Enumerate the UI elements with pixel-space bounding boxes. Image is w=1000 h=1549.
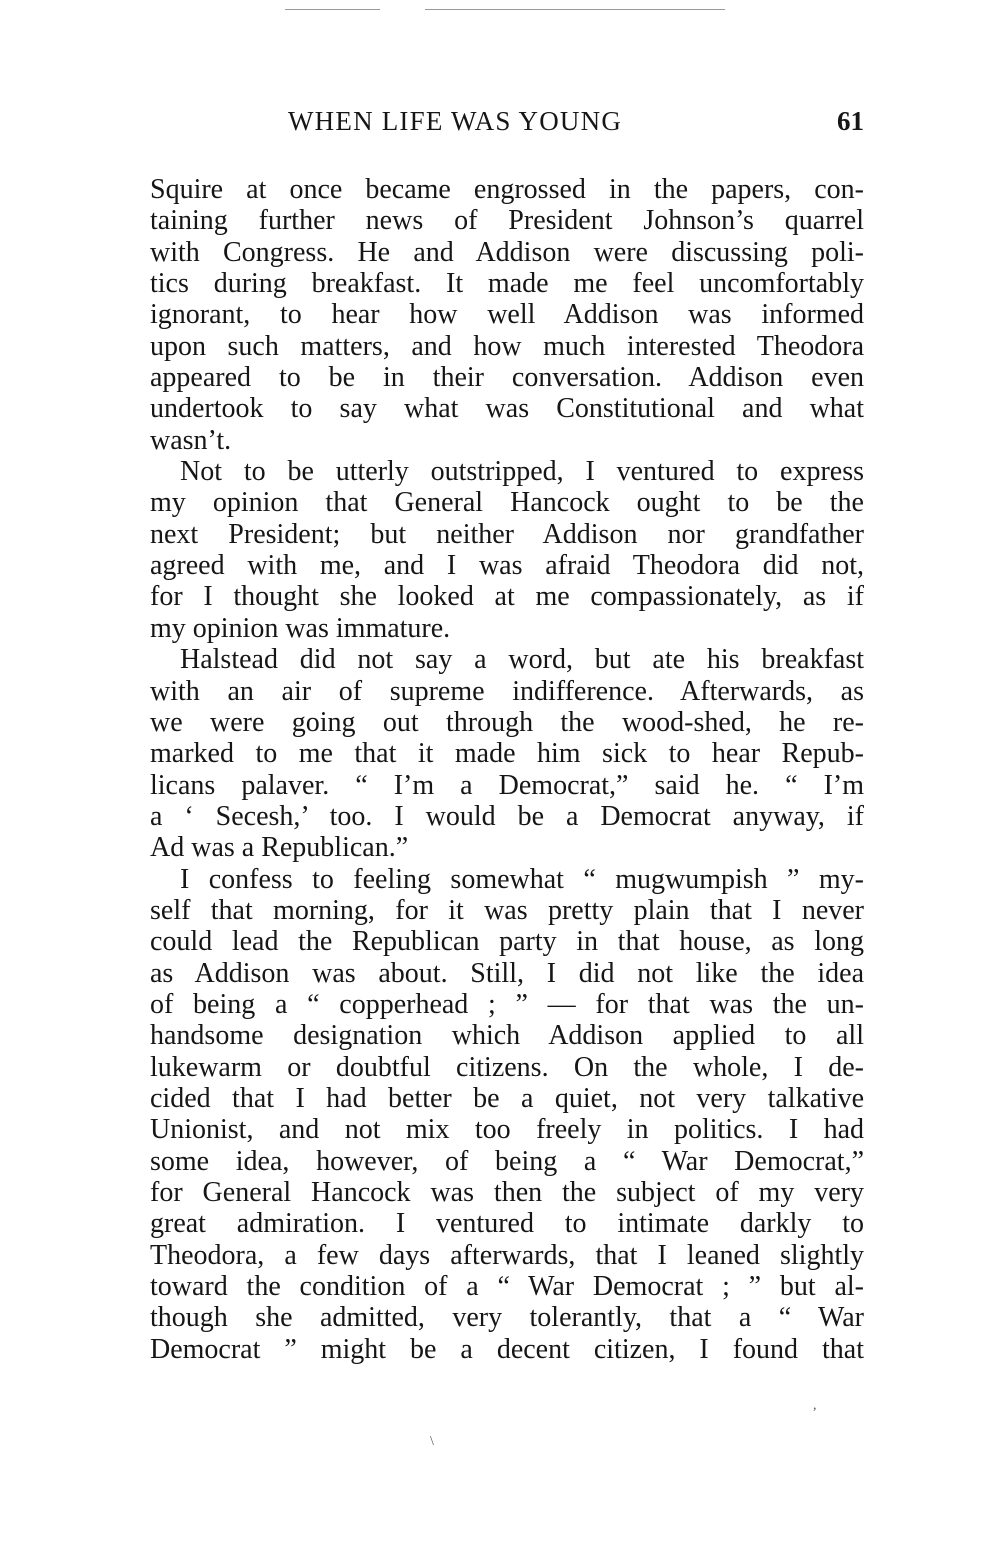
text-line: taining further news of President Johnson’s quarrel: [150, 205, 864, 237]
text-line: we were going out through the wood-shed, he re-: [150, 706, 864, 738]
text-line: marked to me that it made him sick to hear Repub-: [150, 738, 864, 770]
text-line: my opinion was immature.: [150, 612, 451, 644]
text-line: Squire at once became engrossed in the papers, con-: [150, 174, 864, 205]
text-line: Ad was a Republican.”: [150, 832, 409, 864]
text-line: handsome designation which Addison applied to all: [150, 1020, 864, 1052]
text-line: could lead the Republican party in that house, as long: [150, 926, 864, 958]
text-line: toward the condition of a “ War Democrat ; ” but al-: [150, 1271, 864, 1303]
text-line: licans palaver. “ I’m a Democrat,” said he. “ I’m: [150, 769, 864, 801]
text-line: a ‘ Secesh,’ too. I would be a Democrat anyway, if: [150, 800, 864, 832]
text-line: cided that I had better be a quiet, not very talkative: [150, 1082, 864, 1114]
text-line: though she admitted, very tolerantly, that a “ War: [150, 1302, 864, 1334]
text-line: undertook to say what was Constitutional and what: [150, 393, 864, 425]
text-line: self that morning, for it was pretty plain that I never: [150, 894, 864, 926]
text-line: Unionist, and not mix too freely in politics. I had: [150, 1114, 864, 1146]
text-line: lukewarm or doubtful citizens. On the whole, I de-: [150, 1051, 864, 1083]
running-head: WHEN LIFE WAS YOUNG: [288, 106, 623, 136]
text-line: great admiration. I ventured to intimate darkly to: [150, 1208, 864, 1240]
text-line: agreed with me, and I was afraid Theodora did not,: [150, 550, 864, 582]
page-header: [150, 103, 864, 139]
text-line: appeared to be in their conversation. Addison even: [150, 362, 864, 394]
text-line: as Addison was about. Still, I did not like the idea: [150, 957, 864, 989]
text-line: some idea, however, of being a “ War Democrat,”: [150, 1145, 864, 1177]
text-line: tics during breakfast. It made me feel uncomfortably: [150, 268, 864, 300]
page-number: 61: [837, 106, 864, 136]
paragraph-first-line: I confess to feeling somewhat “ mugwumpish ” my-: [180, 863, 864, 895]
text-line: of being a “ copperhead ; ” — for that was the un-: [150, 988, 864, 1020]
text-line: for General Hancock was then the subject of my very: [150, 1177, 864, 1208]
paragraph-first-line: Not to be utterly outstripped, I ventured to express: [180, 456, 864, 488]
text-line: ignorant, to hear how well Addison was informed: [150, 299, 864, 331]
text-line: Democrat ” might be a decent citizen, I found that: [150, 1333, 864, 1365]
page-body: [150, 174, 864, 1365]
text-line: with an air of supreme indifference. Afterwards, as: [150, 675, 864, 707]
text-line: Theodora, a few days afterwards, that I leaned slightly: [150, 1239, 864, 1271]
scan-artifact-line: [425, 9, 725, 10]
text-line: upon such matters, and how much interested Theodora: [150, 330, 864, 362]
text-line: my opinion that General Hancock ought to be the: [150, 487, 864, 519]
text-line: with Congress. He and Addison were discussing poli-: [150, 236, 864, 268]
paragraph-first-line: Halstead did not say a word, but ate his breakfast: [180, 644, 864, 676]
text-line: wasn’t.: [150, 424, 232, 456]
text-line: next President; but neither Addison nor grandfather: [150, 518, 864, 550]
text-line: for I thought she looked at me compassionately, as if: [150, 581, 864, 613]
scan-speck: \: [430, 1434, 434, 1449]
scan-speck: ,: [813, 1398, 817, 1413]
scan-artifact-line: [285, 9, 380, 10]
